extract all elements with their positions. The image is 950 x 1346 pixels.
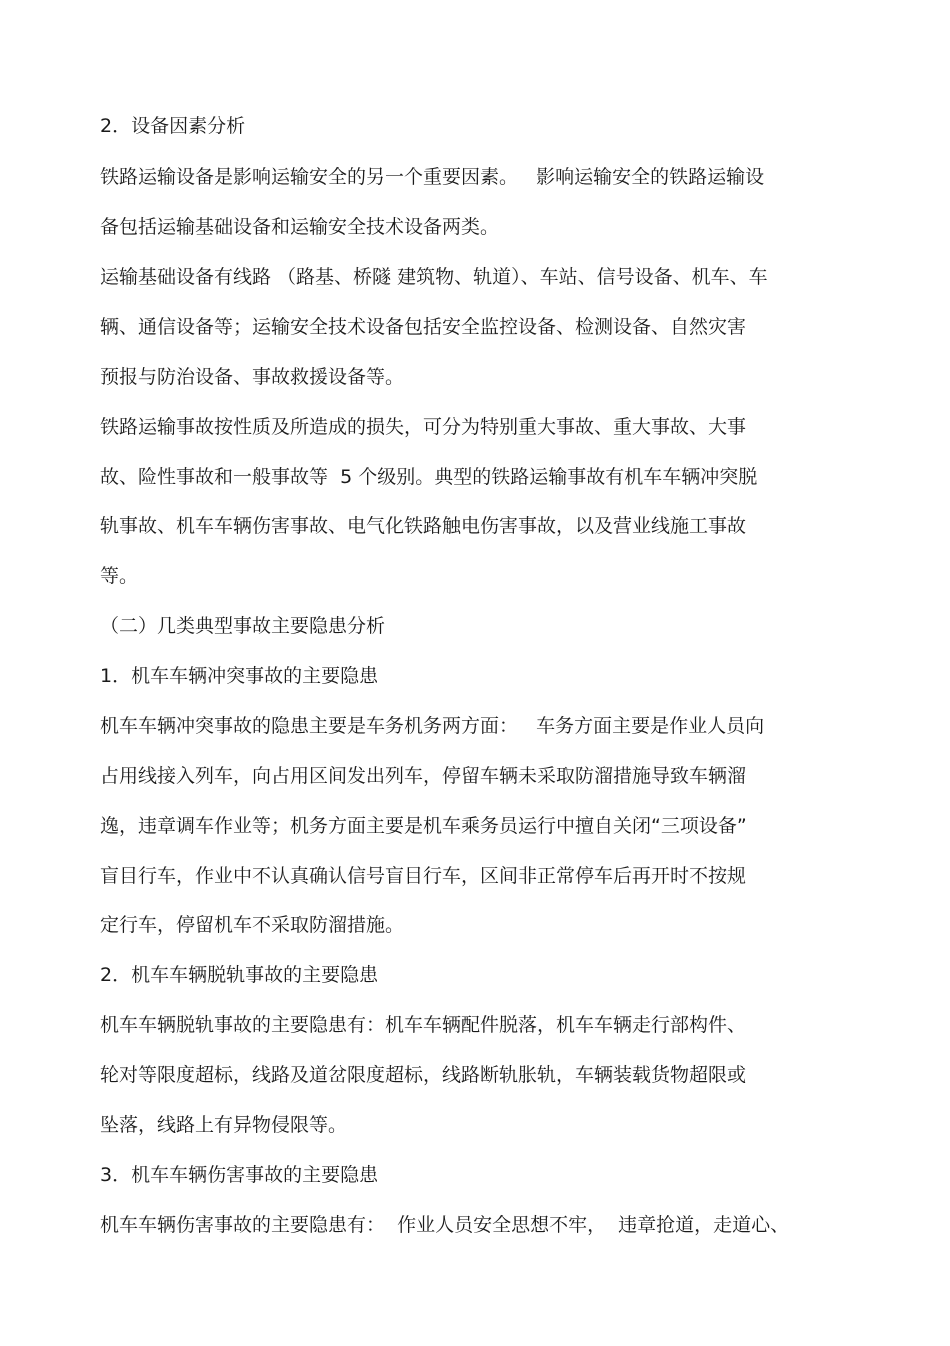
heading-equipment-factors: 2．设备因素分析 bbox=[100, 115, 246, 137]
heading-injury-hazards: 3．机车车辆伤害事故的主要隐患 bbox=[100, 1164, 379, 1186]
paragraph-line: 预报与防治设备、事故救援设备等。 bbox=[100, 366, 405, 388]
paragraph-line: 坠落，线路上有异物侵限等。 bbox=[100, 1114, 348, 1136]
paragraph-line: 运输基础设备有线路 （路基、桥隧 建筑物、轨道）、车站、信号设备、机车、车 bbox=[100, 266, 768, 288]
paragraph-line: 盲目行车，作业中不认真确认信号盲目行车，区间非正常停车后再开时不按规 bbox=[100, 865, 747, 887]
paragraph-line: 机车车辆伤害事故的主要隐患有： 作业人员安全思想不牢， 违章抢道，走道心、 bbox=[100, 1214, 790, 1236]
paragraph-line: 轮对等限度超标，线路及道岔限度超标，线路断轨胀轨，车辆装载货物超限或 bbox=[100, 1064, 747, 1086]
paragraph-line: 占用线接入列车，向占用区间发出列车，停留车辆未采取防溜措施导致车辆溜 bbox=[100, 765, 747, 787]
paragraph-line: 逸，违章调车作业等；机务方面主要是机车乘务员运行中擅自关闭“三项设备” bbox=[100, 815, 747, 837]
heading-collision-hazards: 1．机车车辆冲突事故的主要隐患 bbox=[100, 665, 379, 687]
paragraph-line: 铁路运输事故按性质及所造成的损失，可分为特别重大事故、重大事故、大事 bbox=[100, 416, 747, 438]
paragraph-line: 铁路运输设备是影响运输安全的另一个重要因素。 影响运输安全的铁路运输设 bbox=[100, 166, 765, 188]
paragraph-line: 定行车，停留机车不采取防溜措施。 bbox=[100, 914, 405, 936]
paragraph-line: 机车车辆冲突事故的隐患主要是车务机务两方面： 车务方面主要是作业人员向 bbox=[100, 715, 765, 737]
paragraph-line: 备包括运输基础设备和运输安全技术设备两类。 bbox=[100, 216, 500, 238]
paragraph-line: 辆、通信设备等；运输安全技术设备包括安全监控设备、检测设备、自然灾害 bbox=[100, 316, 747, 338]
paragraph-line: 轨事故、机车车辆伤害事故、电气化铁路触电伤害事故，以及营业线施工事故 bbox=[100, 515, 747, 537]
paragraph-line: 机车车辆脱轨事故的主要隐患有：机车车辆配件脱落，机车车辆走行部构件、 bbox=[100, 1014, 747, 1036]
paragraph-line: 等。 bbox=[100, 565, 139, 587]
heading-typical-accidents: （二）几类典型事故主要隐患分析 bbox=[100, 615, 386, 637]
paragraph-line: 故、险性事故和一般事故等 5 个级别。典型的铁路运输事故有机车车辆冲突脱 bbox=[100, 466, 758, 488]
heading-derailment-hazards: 2．机车车辆脱轨事故的主要隐患 bbox=[100, 964, 379, 986]
